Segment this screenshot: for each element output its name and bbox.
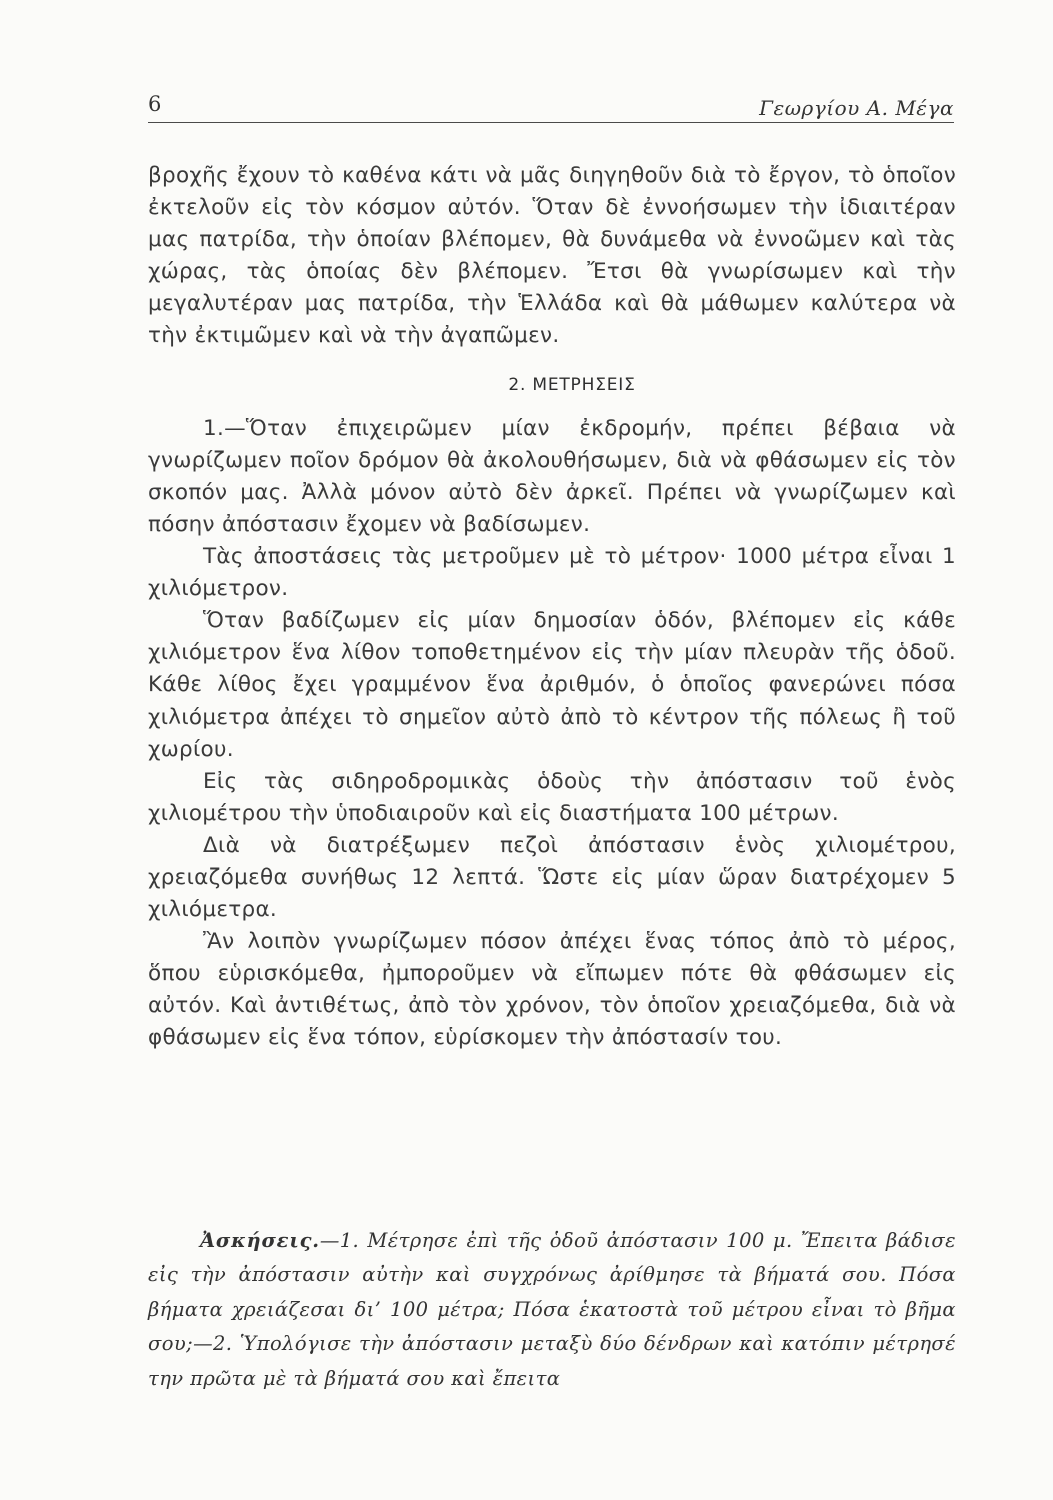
paragraph: 1.—Ὅταν ἐπιχειρῶμεν μίαν ἐκδρομήν, πρέπει βέβαια νὰ γνωρίζωμεν ποῖον δρόμον θὰ ἀκολουθήσωμεν, διὰ νὰ φθάσωμεν εἰς τὸν σκοπόν μας. Ἀλλὰ μόνον αὐτὸ δὲν ἀρκεῖ. Πρέπει νὰ γνωρίζωμεν καὶ πόσην ἀπόστασιν ἔχομεν νὰ βαδίσωμεν. [148,415,956,537]
exercises-block [148,1224,956,1397]
main-text [148,160,956,1055]
paragraph: Τὰς ἀποστάσεις τὰς μετροῦμεν μὲ τὸ μέτρον· 1000 μέτρα εἶναι 1 χιλιόμετρον. [148,544,956,602]
paragraph-continuation: βροχῆς ἔχουν τὸ καθένα κάτι νὰ μᾶς διηγηθοῦν διὰ τὸ ἔργον, τὸ ὁποῖον ἐκτελοῦν εἰς τὸν κόσμον αὐτόν. Ὅταν δὲ ἐννοήσωμεν τὴν ἰδιαιτέραν μας πατρίδα, τὴν ὁποίαν βλέπομεν, θὰ δυνάμεθα νὰ ἐννοῶμεν καὶ τὰς χώρας, τὰς ὁποίας δὲν βλέπομεν. Ἔτσι θὰ γνωρίσωμεν καὶ τὴν μεγαλυτέραν μας πατρίδα, τὴν Ἑλλάδα καὶ θὰ μάθωμεν καλύτερα νὰ τὴν ἐκτιμῶμεν καὶ νὰ τὴν ἀγαπῶμεν. [148,163,956,349]
paragraph: Ἂν λοιπὸν γνωρίζωμεν πόσον ἀπέχει ἕνας τόπος ἀπὸ τὸ μέρος, ὅπου εὑρισκόμεθα, ἠμποροῦμεν νὰ εἴπωμεν πότε θὰ φθάσωμεν εἰς αὐτόν. Καὶ ἀντιθέτως, ἀπὸ τὸν χρόνον, τὸν ὁποῖον χρειαζόμεθα, διὰ νὰ φθάσωμεν εἰς ἕνα τόπον, εὑρίσκομεν τὴν ἀπόστασίν του. [148,929,956,1051]
running-header [148,92,954,123]
exercises-label: Ἀσκήσεις. [200,1228,320,1252]
paragraph: Εἰς τὰς σιδηροδρομικὰς ὁδοὺς τὴν ἀπόστασιν τοῦ ἑνὸς χιλιομέτρου τὴν ὑποδιαιροῦν καὶ εἰς διαστήματα 100 μέτρων. [148,768,956,826]
running-title: Γεωργίου Α. Μέγα [759,96,954,120]
page-number: 6 [148,92,162,116]
exercises-text: —1. Μέτρησε ἐπὶ τῆς ὁδοῦ ἀπόστασιν 100 μ. Ἔπειτα βάδισε εἰς τὴν ἀπόστασιν αὐτὴν καὶ συγχρόνως ἀρίθμησε τὰ βήματά σου. Πόσα βήματα χρειάζεσαι δι’ 100 μέτρα; Πόσα ἑκατοστὰ τοῦ μέτρου εἶναι τὸ βῆμα σου;—2. Ὑπολόγισε τὴν ἀπόστασιν μεταξὺ δύο δένδρων καὶ κατόπιν μέτρησέ την πρῶτα μὲ τὰ βήματά σου καὶ ἔπειτα [148,1228,956,1390]
section-heading: 2. ΜΕΤΡΗΣΕΙΣ [508,374,636,395]
paragraph: Διὰ νὰ διατρέξωμεν πεζοὶ ἀπόστασιν ἑνὸς χιλιομέτρου, χρειαζόμεθα συνήθως 12 λεπτά. Ὥστε εἰς μίαν ὥραν διατρέχομεν 5 χιλιόμετρα. [148,832,956,923]
paragraph: Ὅταν βαδίζωμεν εἰς μίαν δημοσίαν ὁδόν, βλέπομεν εἰς κάθε χιλιόμετρον ἕνα λίθον τοποθετημένον εἰς τὴν μίαν πλευρὰν τῆς ὁδοῦ. Κάθε λίθος ἔχει γραμμένον ἕνα ἀριθμόν, ὁ ὁποῖος φανερώνει πόσα χιλιόμετρα ἀπέχει τὸ σημεῖον αὐτὸ ἀπὸ τὸ κέντρον τῆς πόλεως ἢ τοῦ χωρίου. [148,608,956,762]
